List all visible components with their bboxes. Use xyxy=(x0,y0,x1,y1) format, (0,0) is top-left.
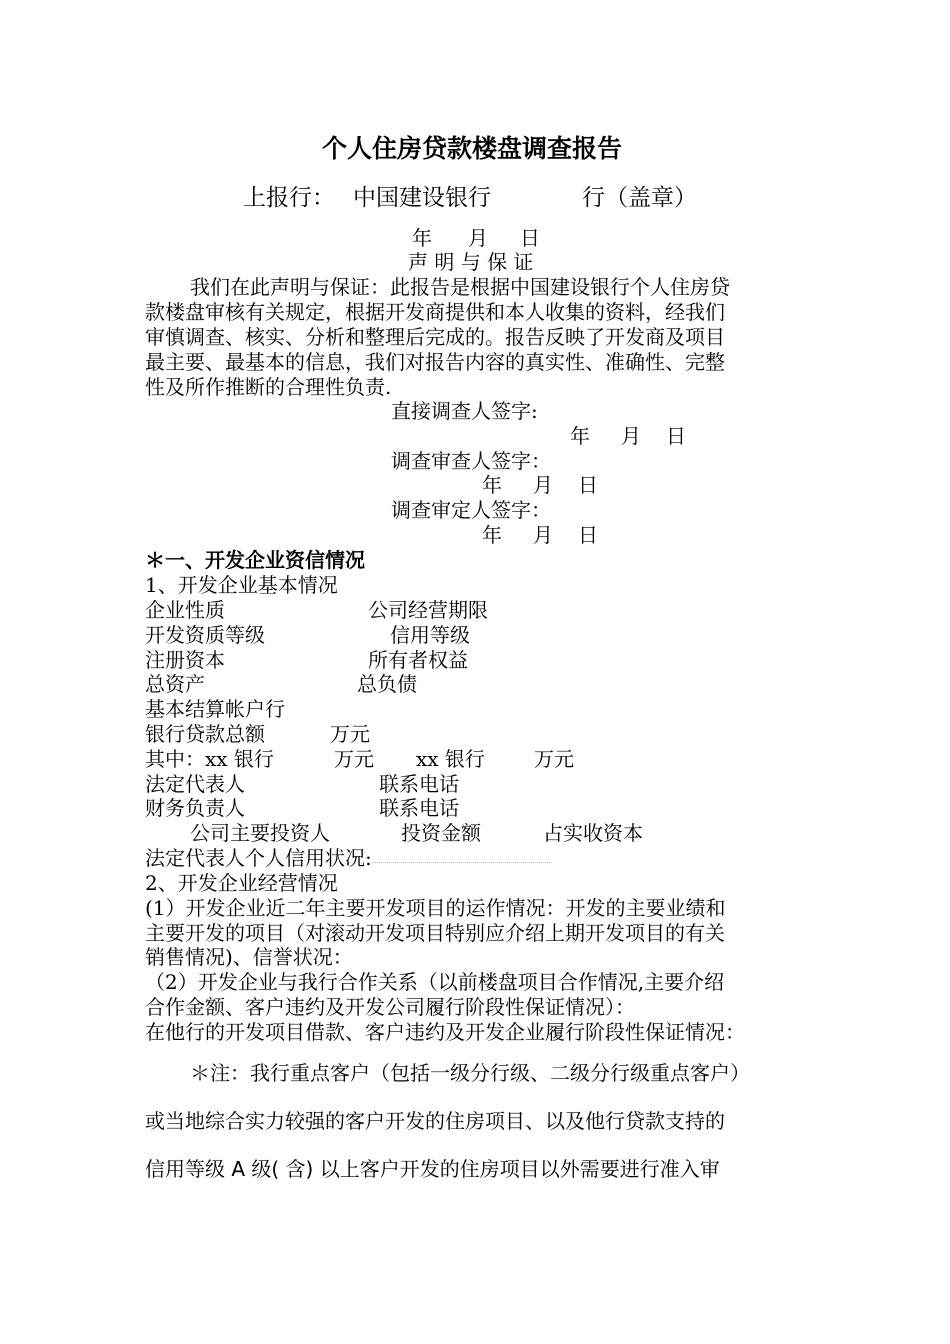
field-qualification: 开发资质等级 xyxy=(145,623,265,647)
date-day: 日 xyxy=(520,226,540,250)
field-nature: 企业性质 xyxy=(145,598,225,622)
sign-review: 调查审查人签字： xyxy=(391,449,551,473)
field-total-liabilities: 总负债 xyxy=(357,672,417,696)
field-unit: 万元 xyxy=(330,722,370,746)
declaration-line: 款楼盘审核有关规定，根据开发商提供和本人收集的资料，经我们 xyxy=(145,300,725,324)
field-owner-equity: 所有者权益 xyxy=(368,648,468,672)
ops-line: 主要开发的项目（对滚动开发项目特别应介绍上期开发项目的有关 xyxy=(145,921,725,945)
field-legal-rep: 法定代表人 xyxy=(145,772,245,796)
field-term: 公司经营期限 xyxy=(368,598,488,622)
field-credit-level: 信用等级 xyxy=(390,623,470,647)
field-invest-amount: 投资金额 xyxy=(401,821,481,845)
note-line: ＊注：我行重点客户（包括一级分行级、二级分行级重点客户） xyxy=(190,1061,750,1085)
declaration-line: 审慎调查、核实、分析和整理后完成的。报告反映了开发商及项目 xyxy=(145,325,725,349)
field-xx-bank: xx 银行 xyxy=(416,747,485,771)
field-settlement-bank: 基本结算帐户行 xyxy=(145,697,285,721)
sign-direct: 直接调查人签字: xyxy=(391,399,538,423)
date-month: 月 xyxy=(533,523,553,547)
date-year: 年 xyxy=(570,424,590,448)
ops-line: (1）开发企业近二年主要开发项目的运作情况：开发的主要业绩和 xyxy=(145,896,726,920)
field-phone: 联系电话 xyxy=(379,796,459,820)
field-finance-head: 财务负责人 xyxy=(145,796,245,820)
section1-sub2: 2、开发企业经营情况 xyxy=(145,871,338,895)
date-month: 月 xyxy=(621,424,641,448)
doc-title: 个人住房贷款楼盘调查报告 xyxy=(322,134,623,163)
field-total-assets: 总资产 xyxy=(145,672,205,696)
ops-line: 销售情况)、信誉状况： xyxy=(145,945,353,969)
ops-line: （2）开发企业与我行合作关系（以前楼盘项目合作情况,主要介绍 xyxy=(145,970,725,994)
field-legal-credit xyxy=(145,846,552,871)
date-day: 日 xyxy=(578,473,598,497)
date-year: 年 xyxy=(412,226,432,250)
sign-decide: 调查审定人签字： xyxy=(391,498,551,522)
spellcheck-underline xyxy=(372,856,552,863)
field-investor: 公司主要投资人 xyxy=(190,821,330,845)
declaration-line: 我们在此声明与保证：此报告是根据中国建设银行个人住房贷 xyxy=(190,275,730,299)
date-day: 日 xyxy=(666,424,686,448)
note-line: 信用等级 A 级( 含) 以上客户开发的住房项目以外需要进行准入审 xyxy=(145,1157,720,1181)
date-year: 年 xyxy=(482,523,502,547)
field-unit: 万元 xyxy=(534,747,574,771)
note-line: 或当地综合实力较强的客户开发的住房项目、以及他行贷款支持的 xyxy=(145,1109,725,1133)
field-paid-capital-ratio: 占实收资本 xyxy=(543,821,643,845)
date-month: 月 xyxy=(468,226,488,250)
field-loan-total: 银行贷款总额 xyxy=(145,722,265,746)
submit-suffix: 行（盖章） xyxy=(582,185,697,211)
date-year: 年 xyxy=(482,473,502,497)
section1-heading: ＊一、开发企业资信情况 xyxy=(145,548,365,572)
declaration-heading: 声 明 与 保 证 xyxy=(408,250,534,274)
submit-bank: 中国建设银行 xyxy=(353,185,491,211)
section1-sub1: 1、开发企业基本情况 xyxy=(145,573,338,597)
field-unit: 万元 xyxy=(334,747,374,771)
declaration-line: 最主要、最基本的信息，我们对报告内容的真实性、准确性、完整 xyxy=(145,350,725,374)
field-registered-capital: 注册资本 xyxy=(145,648,225,672)
field-legal-credit-label: 法定代表人个人信用状况: xyxy=(145,846,372,870)
date-month: 月 xyxy=(533,473,553,497)
field-phone: 联系电话 xyxy=(379,772,459,796)
date-day: 日 xyxy=(578,523,598,547)
field-among: 其中：xx 银行 xyxy=(145,747,274,771)
declaration-line: 性及所作推断的合理性负责. xyxy=(145,375,392,399)
submit-label: 上报行： xyxy=(243,185,335,211)
ops-line: 在他行的开发项目借款、客户违约及开发企业履行阶段性保证情况： xyxy=(145,1020,745,1044)
ops-line: 合作金额、客户违约及开发公司履行阶段性保证情况）： xyxy=(145,995,635,1019)
